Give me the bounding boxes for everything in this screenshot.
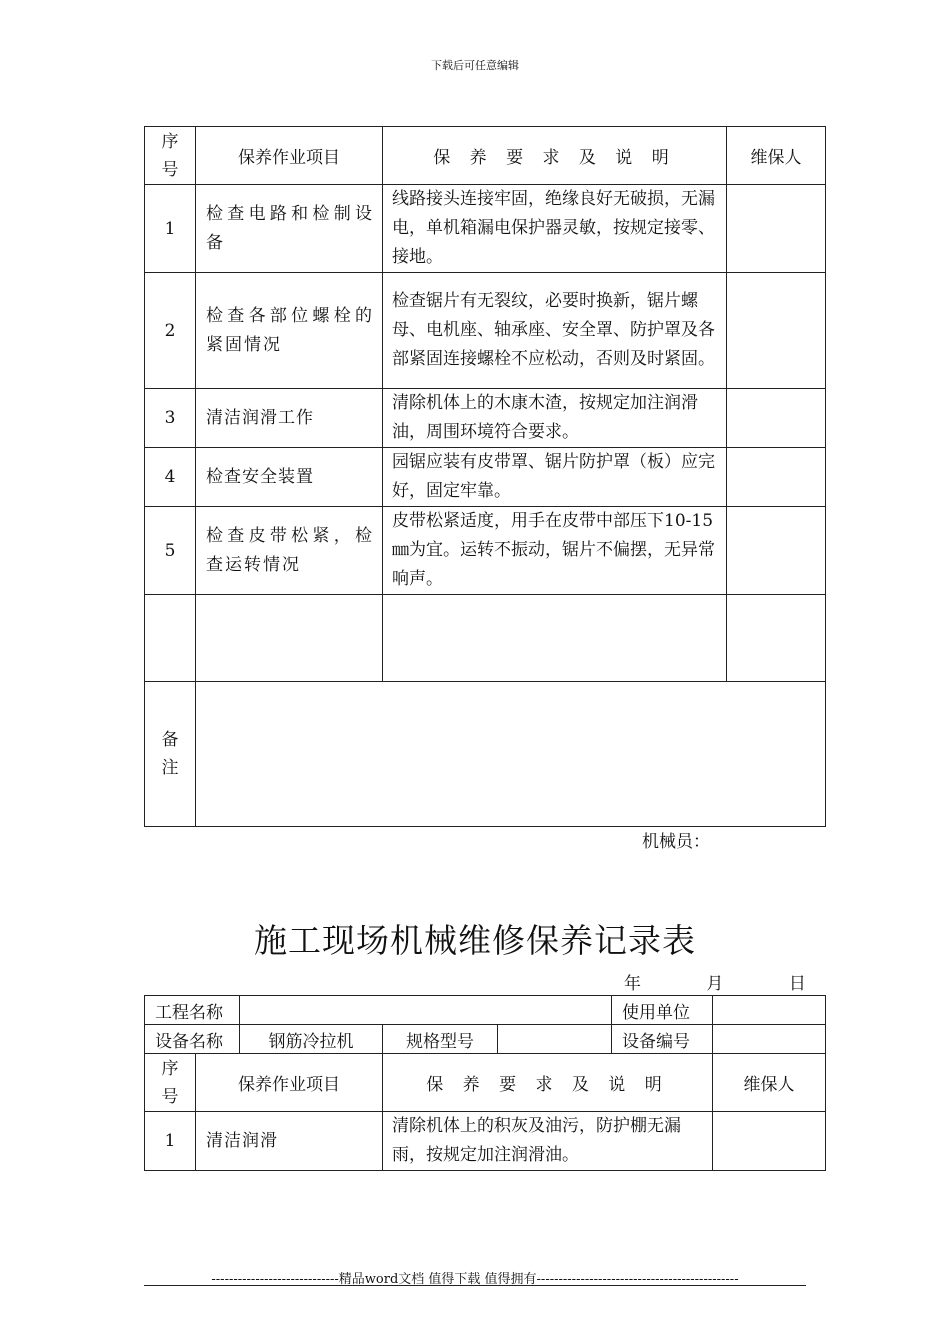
row-item: 清洁润滑 [196,1112,383,1171]
table-row-empty [145,595,826,682]
mechanic-signature-label: 机械员： [642,832,710,852]
header-desc: 保 养 要 求 及 说 明 [383,1054,713,1112]
row-item: 检查安全装置 [196,448,383,507]
row-desc: 线路接头连接牢固，绝缘良好无破损，无漏电，单机箱漏电保护器灵敏，按规定接零、接地。 [383,185,727,273]
row-desc: 皮带松紧适度，用手在皮带中部压下10-15㎜为宜。运转不振动，锯片不偏摆，无异常响声。 [383,507,727,595]
footer-text: -----------------------------精品word文档 值得下载 值得拥有---------------------------------------------- [211,1272,739,1287]
number-value[interactable] [713,1025,826,1054]
row-person[interactable] [727,389,826,448]
number-label: 设备编号 [612,1025,713,1054]
remarks-label: 备注 [145,682,196,827]
remarks-row [145,682,826,827]
row-seq: 4 [145,448,196,507]
empty-cell[interactable] [196,595,383,682]
maintenance-table-2 [144,995,826,1171]
row-item: 检查皮带松紧，检查运转情况 [196,507,383,595]
header-person: 维保人 [727,127,826,185]
header-person: 维保人 [713,1054,826,1112]
header-desc: 保 养 要 求 及 说 明 [383,127,727,185]
row-item: 检查电路和检制设备 [196,185,383,273]
project-row [145,996,826,1025]
footer-divider [144,1285,806,1286]
equipment-value[interactable]: 钢筋冷拉机 [240,1025,383,1054]
row-desc: 清除机体上的积灰及油污，防护棚无漏雨，按规定加注润滑油。 [383,1112,713,1171]
header-seq: 序号 [145,1054,196,1112]
table-row [145,507,826,595]
row-desc: 园锯应装有皮带罩、锯片防护罩（板）应完好，固定牢靠。 [383,448,727,507]
row-item: 清洁润滑工作 [196,389,383,448]
row-person[interactable] [727,273,826,389]
empty-cell[interactable] [145,595,196,682]
table-header-row [145,1054,826,1112]
row-seq: 1 [145,185,196,273]
date-month-label: 月 [706,974,724,994]
equipment-label: 设备名称 [145,1025,240,1054]
row-person[interactable] [727,507,826,595]
table-row [145,273,826,389]
row-person[interactable] [713,1112,826,1171]
row-seq: 5 [145,507,196,595]
page-title: 施工现场机械维修保养记录表 [254,921,696,960]
spec-value[interactable] [498,1025,612,1054]
empty-cell[interactable] [383,595,727,682]
equipment-row [145,1025,826,1054]
unit-label: 使用单位 [612,996,713,1025]
row-seq: 1 [145,1112,196,1171]
spec-label: 规格型号 [383,1025,498,1054]
header-item: 保养作业项目 [196,127,383,185]
date-year-label: 年 [624,974,641,994]
unit-value[interactable] [713,996,826,1025]
maintenance-table-1 [144,126,826,827]
table-row [145,1112,826,1171]
row-person[interactable] [727,185,826,273]
table-row [145,185,826,273]
remarks-cell[interactable] [196,682,826,827]
row-desc: 清除机体上的木康木渣，按规定加注润滑油，周围环境符合要求。 [383,389,727,448]
project-value[interactable] [240,996,612,1025]
table-header-row [145,127,826,185]
table-row [145,389,826,448]
date-line [624,969,836,994]
row-desc: 检查锯片有无裂纹，必要时换新，锯片螺母、电机座、轴承座、安全罩、防护罩及各部紧固连接螺栓不应松动，否则及时紧固。 [383,273,727,389]
row-item: 检查各部位螺栓的紧固情况 [196,273,383,389]
header-item: 保养作业项目 [196,1054,383,1112]
header-seq: 序号 [145,127,196,185]
table-row [145,448,826,507]
row-person[interactable] [727,448,826,507]
row-seq: 2 [145,273,196,389]
empty-cell[interactable] [727,595,826,682]
row-seq: 3 [145,389,196,448]
date-day-label: 日 [788,974,806,994]
project-label: 工程名称 [145,996,240,1025]
header-note: 下载后可任意编辑 [431,59,519,72]
